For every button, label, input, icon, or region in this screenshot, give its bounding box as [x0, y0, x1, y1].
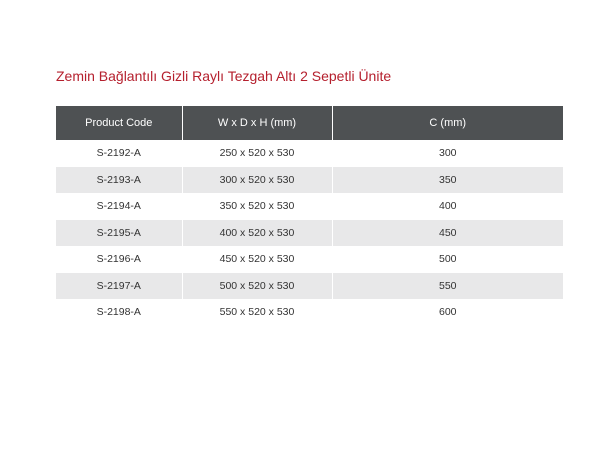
product-spec-table [56, 106, 563, 326]
dimensions-cell: 400 x 520 x 530 [182, 220, 332, 247]
c-value-cell: 350 [332, 167, 563, 194]
dimensions-cell: 350 x 520 x 530 [182, 193, 332, 220]
table-row [56, 167, 563, 194]
table-row [56, 220, 563, 247]
column-header-product-code: Product Code [56, 106, 182, 140]
product-code-cell: S-2197-A [56, 273, 182, 300]
table-row [56, 273, 563, 300]
product-code-cell: S-2198-A [56, 299, 182, 326]
table-row [56, 193, 563, 220]
c-value-cell: 450 [332, 220, 563, 247]
table-row [56, 299, 563, 326]
column-header-dimensions: W x D x H (mm) [182, 106, 332, 140]
product-code-cell: S-2195-A [56, 220, 182, 247]
c-value-cell: 600 [332, 299, 563, 326]
c-value-cell: 400 [332, 193, 563, 220]
dimensions-cell: 450 x 520 x 530 [182, 246, 332, 273]
table-row [56, 140, 563, 167]
product-code-cell: S-2194-A [56, 193, 182, 220]
product-code-cell: S-2192-A [56, 140, 182, 167]
dimensions-cell: 300 x 520 x 530 [182, 167, 332, 194]
c-value-cell: 500 [332, 246, 563, 273]
product-code-cell: S-2193-A [56, 167, 182, 194]
dimensions-cell: 550 x 520 x 530 [182, 299, 332, 326]
table-header-row [56, 106, 563, 140]
dimensions-cell: 500 x 520 x 530 [182, 273, 332, 300]
column-header-c: C (mm) [332, 106, 563, 140]
page-title: Zemin Bağlantılı Gizli Raylı Tezgah Altı 2 Sepetli Ünite [56, 68, 392, 84]
dimensions-cell: 250 x 520 x 530 [182, 140, 332, 167]
product-code-cell: S-2196-A [56, 246, 182, 273]
c-value-cell: 300 [332, 140, 563, 167]
table-row [56, 246, 563, 273]
c-value-cell: 550 [332, 273, 563, 300]
